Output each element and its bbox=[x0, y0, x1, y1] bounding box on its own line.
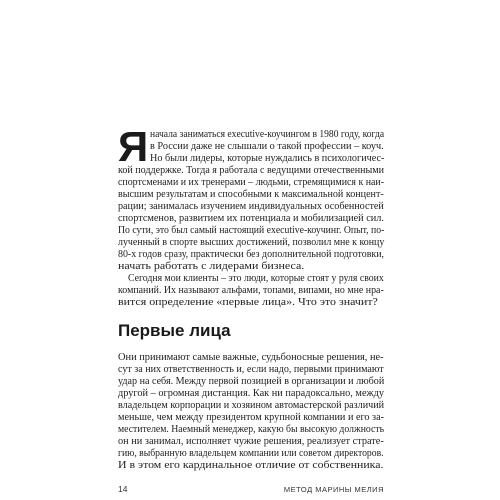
paragraph-line: лученный в спорте высших достижений, позволил мне к концу bbox=[118, 237, 385, 248]
paragraph-line: высшим результатам и способными к максимальной концент- bbox=[118, 189, 384, 200]
paragraph-line: спортсменами и их тренерами – людьми, стремящимися к наи- bbox=[118, 177, 385, 188]
paragraph-line: удар на себя. Между первой позицией в организации и любой bbox=[118, 376, 385, 387]
paragraph-line: Они принимают самые важные, судьбоносные решения, не- bbox=[118, 352, 384, 363]
paragraph-line: в России даже не слышали о такой профессии – коуч. bbox=[150, 141, 384, 152]
paragraph-line: начала заниматься executive-коучингом в 1980 году, когда bbox=[150, 129, 385, 140]
paragraph-line: начать работать с лидерами бизнеса. bbox=[118, 261, 305, 272]
paragraph-line: спортсменов, развитием их потенциала и мобилизацией сил. bbox=[118, 213, 385, 224]
paragraph-line: По сути, это был самый настоящий executive-коучинг. Опыт, по- bbox=[118, 225, 385, 236]
paragraph-line: владельцем корпорации и хозяином автомастерской различий bbox=[118, 400, 385, 411]
section-heading: Первые лица bbox=[118, 321, 231, 340]
paragraph-line: гию, выбранную владельцем компании или советом директоров. bbox=[118, 448, 384, 459]
drop-cap: Я bbox=[118, 123, 149, 170]
paragraph-line: И в этом его кардинальное отличие от собственника. bbox=[118, 460, 384, 471]
paragraph-line: местителем. Наемный менеджер, какую бы высокую должность bbox=[118, 424, 385, 435]
paragraph-line: другой – огромная дистанция. Как ни парадоксально, между bbox=[118, 388, 385, 399]
paragraph-line: он ни занимал, исполняет чужие решения, реализует страте- bbox=[118, 436, 384, 447]
paragraph-line: компаний. Их называют альфами, топами, випами, но мне нра- bbox=[118, 285, 384, 296]
running-footer-title: МЕТОД МАРИНЫ МЕЛИЯ bbox=[283, 485, 384, 494]
paragraph-line: кой поддержке. Тогда я работала с ведущими отечественными bbox=[118, 165, 384, 176]
paragraph-line: 80-х годов сразу, практически без дополнительной подготовки, bbox=[118, 249, 384, 260]
paragraph-line: вится определение «первые лица». Что это значит? bbox=[118, 297, 378, 308]
paragraph-line: меньше, чем между президентом крупной компании и его за- bbox=[118, 412, 385, 423]
page-number: 14 bbox=[118, 484, 128, 494]
paragraph-line: Сегодня мои клиенты – это люди, которые стоят у руля своих bbox=[128, 273, 384, 284]
paragraph-line: сут за них ответственность и, если надо, первыми принимают bbox=[118, 364, 384, 375]
paragraph-line: Но были лидеры, которые нуждались в психологичес- bbox=[150, 153, 385, 164]
paragraph-line: рации; занималась изучением индивидуальных особенностей bbox=[118, 201, 384, 212]
